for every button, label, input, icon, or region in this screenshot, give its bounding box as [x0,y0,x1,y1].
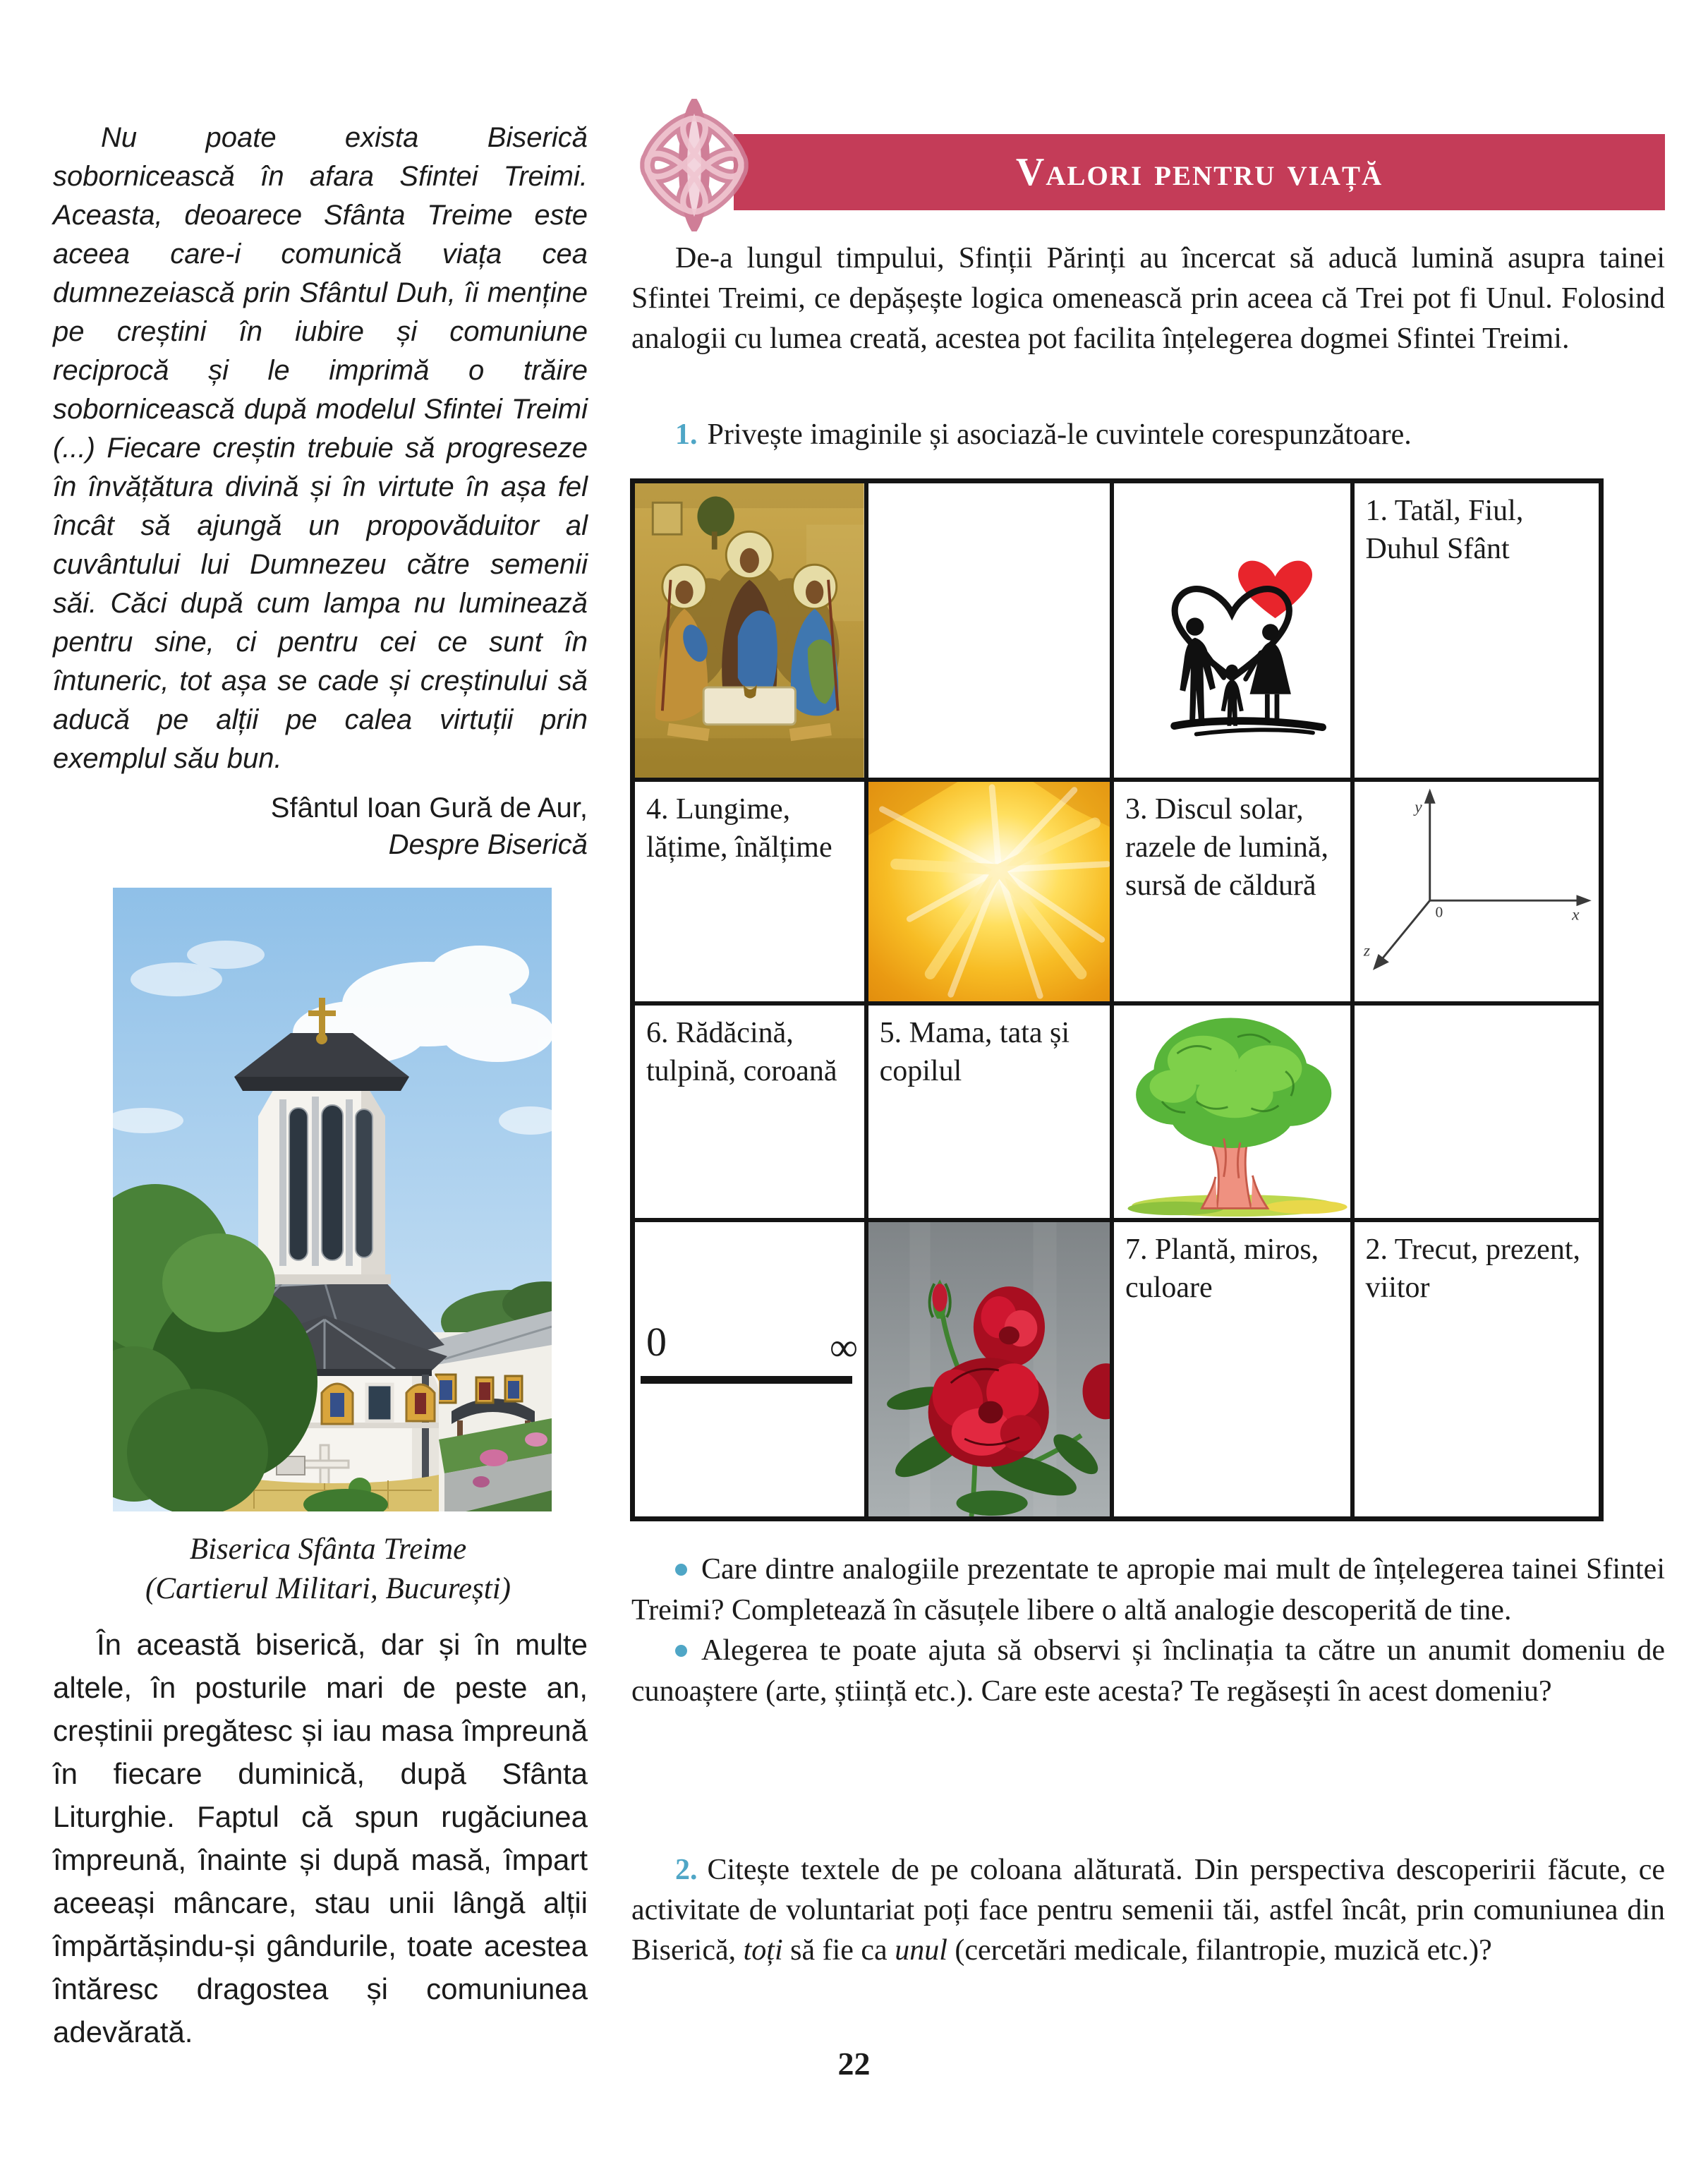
bullet-item-1 [631,1550,1665,1631]
table-cell-trinity-image [635,483,868,782]
numberline-infinity: ∞ [830,1325,858,1370]
table-cell-sun-image [868,782,1114,1006]
church-photo-illustration [113,888,552,1511]
coordinate-axes-diagram [1355,782,1599,1001]
bullet-dot-icon [675,1564,687,1576]
photo-caption-line1: Biserica Sfânta Treime [189,1533,467,1566]
quote-source: Despre Biserică [388,829,588,860]
table-cell-tree-image [1114,1006,1355,1222]
celtic-knot-graphic [608,99,780,231]
table-cell-numberline [635,1222,868,1516]
photo-caption [81,1530,575,1609]
bullet-item-2 [631,1631,1665,1712]
numberline-zero: 0 [646,1318,667,1365]
red-rose-photo [868,1222,1110,1516]
chapter-banner [734,134,1665,210]
table-cell-empty-2 [1355,1006,1599,1222]
table-cell-text-3: 3. Discul solar, razele de lumină, sursă de căldură [1114,782,1355,1006]
tree-drawing [1114,1006,1350,1218]
task-2 [631,1850,1665,1971]
table-cell-family-image [1114,483,1355,782]
axis-label-origin: 0 [1435,903,1443,921]
table-cell-text-1: 1. Tatăl, Fiul, Duhul Sfânt [1355,483,1599,782]
celtic-knot-icon [608,99,780,231]
intro-paragraph: De-a lungul timpului, Sfinții Părinți au încercat să aducă lumină asupra tainei Sfintei Treimi, ce depășește logica omenească prin aceea că Trei pot fi Unul. Folosind analogii cu lumea creată, acestea pot facilita înțelegerea dogmei Sfintei Treimi. [631,242,1665,355]
left-column [53,119,588,863]
table-cell-text-2: 2. Trecut, prezent, viitor [1355,1222,1599,1516]
task-2-text-2: să fie ca [782,1934,895,1967]
chapter-title: Valori pentru viață [1015,150,1383,194]
task-1 [631,415,1665,455]
bullet-dot-icon [675,1645,687,1657]
quote-attribution: Sfântul Ioan Gură de Aur, [270,792,588,823]
task-2-number: 2. [675,1854,698,1886]
task-1-number: 1. [675,418,698,451]
task-2-italic-1: toți [743,1934,783,1967]
task-2-text-1: Citește textele de pe coloana alăturată. Din perspectiva descoperirii făcute, ce activitate de voluntariat poți face pentru semenii tăi, astfel încât, prin comuniunea din Biserică, [631,1854,1665,1967]
task-1-text: Privește imaginile și asociază-le cuvintele corespunzătoare. [707,418,1412,451]
photo-caption-line2: (Cartierul Militari, București) [145,1572,511,1605]
page-number: 22 [837,2046,871,2082]
axis-label-z: z [1363,941,1370,960]
bullet-text-2: Alegerea te poate ajuta să observi și înclinația ta către un anumit domeniu de cunoaștere (arte, știință etc.). Care este acesta? Te regăsești în acest domeniu? [631,1634,1665,1708]
task-2-text-3: (cercetări medicale, filantropie, muzică etc.)? [947,1934,1492,1967]
axis-label-x: x [1571,905,1580,924]
table-cell-text-6: 6. Rădăcină, tulpină, coroană [635,1006,868,1222]
table-cell-text-5: 5. Mama, tata și copilul [868,1006,1114,1222]
table-cell-text-4: 4. Lungime, lățime, înălțime [635,782,868,1006]
table-cell-axes-image [1355,782,1599,1006]
bullet-list [631,1550,1665,1712]
analogy-table [630,478,1604,1521]
numberline-segment [641,1376,852,1384]
table-cell-empty-1 [868,483,1114,782]
sun-rays-image [868,782,1110,1001]
table-cell-text-7: 7. Plantă, miros, culoare [1114,1222,1355,1516]
axis-label-y: y [1414,797,1422,816]
quote-text: Nu poate exista Biserică sobornicească în afara Sfintei Treimi. Aceasta, deoarece Sfânta Treime este aceea care-i comunică viața cea dumnezeiască prin Sfântul Duh, îi menține pe creștini în iubire și comuniune reciprocă și le imprimă o trăire sobornicească după modelul Sfintei Treimi (...) Fiecare creștin trebuie să progreseze în învățătura divină și în virtute în așa fel încât să ajungă un propovăduitor al cuvântului lui Dumnezeu către semenii săi. Căci după cum lampa nu luminează pentru sine, ci pentru cei ce sunt în întuneric, tot așa se cade și creștinului să aducă pe alții pe calea virtuții prin exemplul său bun. [53,122,588,774]
table-cell-rose-image [868,1222,1114,1516]
bullet-text-1: Care dintre analogiile prezentate te apropie mai mult de înțelegerea tainei Sfintei Treimi? Completează în căsuțele libere o altă analogie descoperită de tine. [631,1553,1665,1626]
left-paragraph: În această biserică, dar și în multe altele, în posturile mari de peste an, creștinii pregătesc și iau masa împreună în fiecare duminică, după Sfânta Liturghie. Faptul că spun rugăciunea împreună, înainte și după masă, împart aceeași mâncare, stau unii lângă alții împărtășindu-și gândurile, toate acestea întăresc dragostea și comuniunea adevărată. [53,1628,588,2048]
rublev-trinity-icon [635,483,864,778]
task-2-italic-2: unul [895,1934,947,1967]
church-photo [113,888,552,1511]
family-heart-illustration [1114,483,1350,778]
